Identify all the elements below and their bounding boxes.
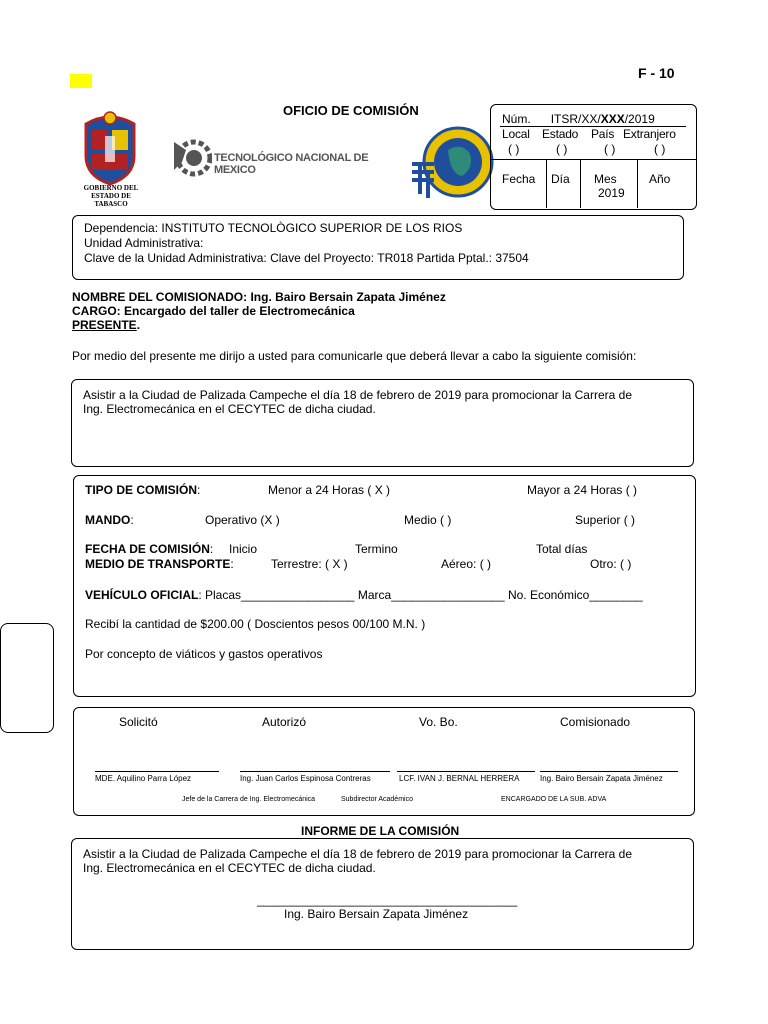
sig-role-solicito: Jefe de la Carrera de Ing. Electromecánica bbox=[182, 796, 316, 803]
scope-value-estado[interactable]: ( ) bbox=[556, 142, 568, 156]
informe-title: INFORME DE LA COMISIÓN bbox=[301, 824, 460, 838]
menor-option[interactable]: Menor a 24 Horas ( X ) bbox=[268, 483, 391, 497]
sig-name-vobo: LCF. IVAN J. BERNAL HERRERA bbox=[399, 774, 520, 783]
num-label: Núm. bbox=[502, 112, 531, 126]
tipo-comision bbox=[85, 483, 200, 497]
mando bbox=[85, 513, 134, 527]
transporte-colon: : bbox=[230, 557, 234, 571]
presente-text: PRESENTE bbox=[72, 318, 137, 332]
comision-line-2: Ing. Electromecánica en el CECYTEC de dicha ciudad. bbox=[83, 402, 376, 416]
informe-line-2: Ing. Electromecánica en el CECYTEC de dicha ciudad. bbox=[83, 861, 376, 875]
gov-logo-line-1: GOBIERNO DEL bbox=[83, 184, 139, 192]
nombre-comisionado: NOMBRE DEL COMISIONADO: Ing. Bairo Bersain Zapata Jiménez bbox=[72, 290, 446, 304]
institute-seal-logo bbox=[410, 124, 494, 204]
termino-field[interactable]: Termino bbox=[355, 542, 398, 556]
scope-label-pais: País bbox=[591, 127, 615, 141]
sig-header-autorizo: Autorizó bbox=[262, 715, 307, 729]
sig-header-solicito: Solicitó bbox=[119, 715, 158, 729]
recibi-text: Recibí la cantidad de $200.00 ( Doscientos pesos 00/100 M.N. ) bbox=[85, 617, 426, 631]
medio-option[interactable]: Medio ( ) bbox=[404, 513, 452, 527]
sig-role-autorizo: Subdirector Académico bbox=[341, 796, 413, 803]
sig-header-comisionado: Comisionado bbox=[560, 715, 631, 729]
concepto-text: Por concepto de viáticos y gastos operativos bbox=[85, 647, 323, 661]
comision-line-1: Asistir a la Ciudad de Palizada Campeche el día 18 de febrero de 2019 para promocionar la Carrera de bbox=[83, 388, 632, 402]
date-divider-3 bbox=[637, 159, 638, 208]
mes-value[interactable]: 2019 bbox=[598, 186, 625, 200]
institute-seal-icon bbox=[410, 124, 494, 204]
sig-header-vobo: Vo. Bo. bbox=[419, 715, 458, 729]
mayor-option[interactable]: Mayor a 24 Horas ( ) bbox=[527, 483, 638, 497]
unidad-line: Unidad Administrativa: bbox=[84, 236, 204, 250]
form-code: F - 10 bbox=[638, 65, 675, 81]
mando-label: MANDO bbox=[85, 513, 131, 527]
scope-label-estado: Estado bbox=[542, 127, 579, 141]
scope-label-local: Local bbox=[502, 127, 530, 141]
vehiculo-label: VEHÍCULO OFICIAL bbox=[85, 588, 199, 602]
date-divider-1 bbox=[546, 159, 547, 208]
sig-name-comisionado: Ing. Bairo Bersain Zapata Jiménez bbox=[540, 774, 663, 783]
inicio-field[interactable]: Inicio bbox=[229, 542, 258, 556]
gobierno-tabasco-logo bbox=[72, 108, 148, 212]
tipo-colon: : bbox=[197, 483, 201, 497]
presente-dot: . bbox=[136, 318, 141, 332]
num-bold: XXX bbox=[600, 112, 625, 126]
sig-role-vobo: ENCARGADO DE LA SUB. ADVA bbox=[501, 796, 607, 803]
informe-line-1: Asistir a la Ciudad de Palizada Campeche el día 18 de febrero de 2019 para promocionar la Carrera de bbox=[83, 847, 632, 861]
presente bbox=[72, 318, 140, 332]
superior-option[interactable]: Superior ( ) bbox=[575, 513, 636, 527]
date-divider-2 bbox=[580, 159, 581, 208]
anio-label: Año bbox=[649, 172, 671, 186]
scope-divider bbox=[490, 159, 697, 160]
sig-name-autorizo: Ing. Juan Carlos Espinosa Contreras bbox=[240, 774, 371, 783]
transporte-label: MEDIO DE TRANSPORTE bbox=[85, 557, 231, 571]
total-dias-field[interactable]: Total días bbox=[536, 542, 588, 556]
medio-transporte bbox=[85, 557, 234, 571]
scope-value-pais[interactable]: ( ) bbox=[604, 142, 616, 156]
signature-line-1[interactable] bbox=[95, 771, 219, 772]
tipo-label: TIPO DE COMISIÓN bbox=[85, 483, 198, 497]
side-tab bbox=[0, 623, 54, 733]
dia-label: Día bbox=[551, 172, 570, 186]
gov-logo-line-3: TABASCO bbox=[94, 200, 128, 208]
tecnm-emblem-icon bbox=[172, 132, 212, 184]
num-prefix: ITSR/XX/ bbox=[550, 112, 601, 126]
fecha-comision bbox=[85, 542, 213, 556]
cargo: CARGO: Encargado del taller de Electromecánica bbox=[72, 304, 355, 318]
highlight-mark bbox=[70, 74, 92, 88]
informe-signature-line[interactable]: _______________________________________ bbox=[257, 893, 518, 907]
tecnm-text: TECNOLÓGICO NACIONAL DE MEXICO bbox=[214, 152, 369, 176]
dependencia-line: Dependencia: INSTITUTO TECNOLÒGICO SUPERIOR DE LOS RIOS bbox=[84, 221, 463, 235]
details-box bbox=[73, 475, 696, 697]
otro-option[interactable]: Otro: ( ) bbox=[590, 557, 632, 571]
clave-line: Clave de la Unidad Administrativa: Clave del Proyecto: TR018 Partida Pptal.: 37504 bbox=[84, 251, 529, 265]
vehiculo-oficial bbox=[85, 588, 643, 602]
signature-line-2[interactable] bbox=[240, 771, 390, 772]
mando-colon: : bbox=[130, 513, 134, 527]
aereo-option[interactable]: Aéreo: ( ) bbox=[441, 557, 492, 571]
num-field bbox=[502, 112, 655, 126]
scope-value-extranjero[interactable]: ( ) bbox=[654, 142, 666, 156]
fecha-comision-label: FECHA DE COMISIÓN bbox=[85, 542, 210, 556]
scope-label-extranjero: Extranjero bbox=[623, 127, 676, 141]
intro-text: Por medio del presente me dirijo a usted para comunicarle que deberá llevar a cabo la siguiente comisión: bbox=[72, 349, 637, 363]
sig-name-solicito: MDE. Aquilino Parra López bbox=[95, 774, 192, 783]
terrestre-option[interactable]: Terrestre: ( X ) bbox=[271, 557, 348, 571]
tecnm-logo bbox=[172, 132, 404, 188]
gov-logo-line-2: ESTADO DE bbox=[91, 192, 131, 200]
fecha-comision-colon: : bbox=[209, 542, 214, 556]
signature-line-4[interactable] bbox=[540, 771, 678, 772]
signature-line-3[interactable] bbox=[397, 771, 535, 772]
scope-value-local[interactable]: ( ) bbox=[508, 142, 520, 156]
informe-signer: Ing. Bairo Bersain Zapata Jiménez bbox=[284, 907, 469, 921]
coat-of-arms-icon bbox=[72, 108, 148, 186]
page-title: OFICIO DE COMISIÓN bbox=[283, 103, 419, 118]
operativo-option[interactable]: Operativo (X ) bbox=[205, 513, 280, 527]
mes-label: Mes bbox=[594, 172, 617, 186]
fecha-label: Fecha bbox=[502, 172, 536, 186]
num-suffix: /2019 bbox=[624, 112, 655, 126]
vehiculo-fields[interactable]: : Placas_________________ Marca_________________ No. Económico________ bbox=[198, 588, 643, 602]
